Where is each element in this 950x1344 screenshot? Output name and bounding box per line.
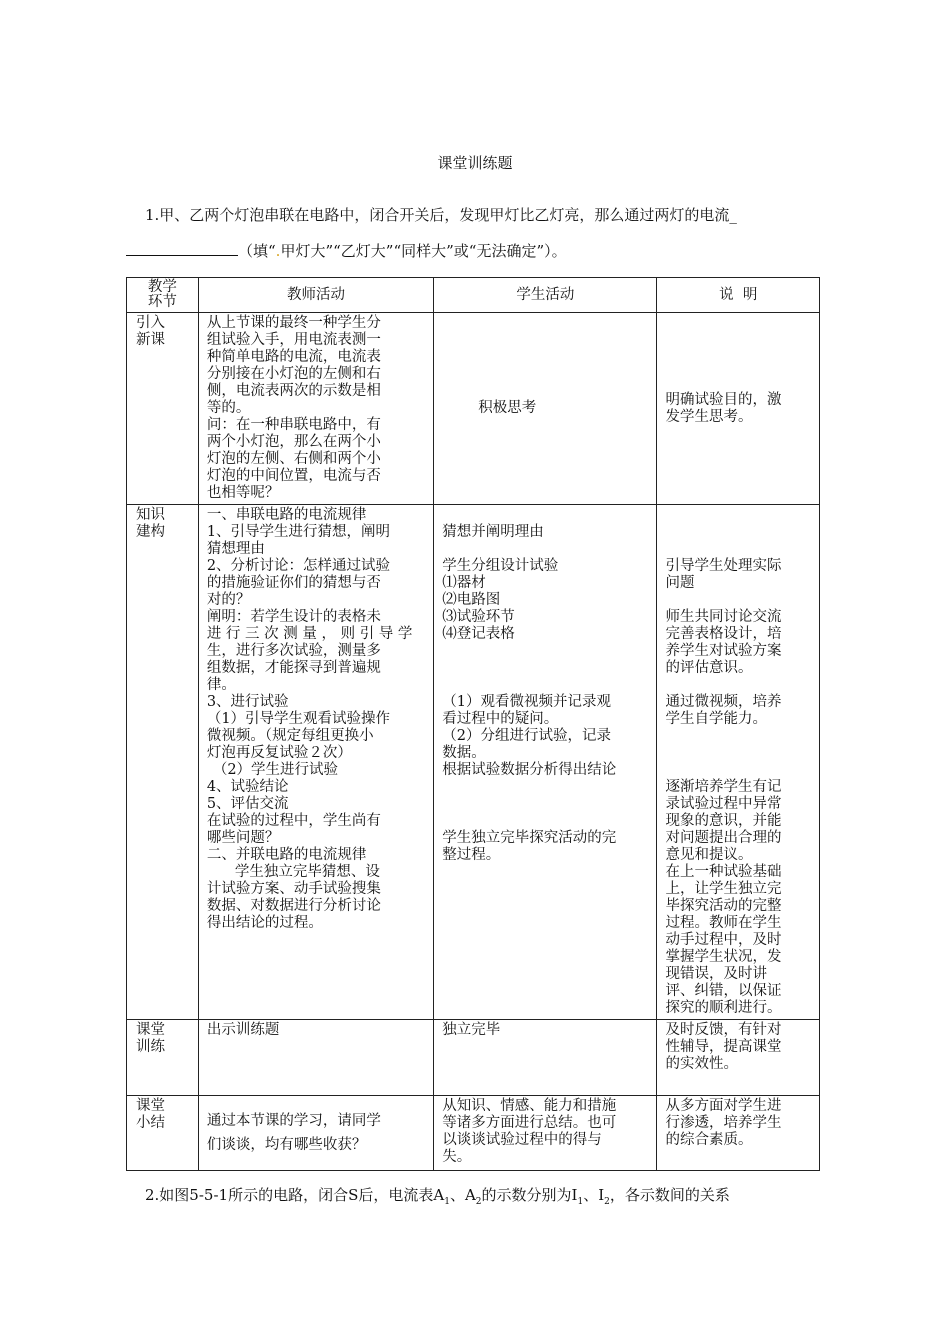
teacher-cell: 通过本节课的学习，请同学 们谈谈，均有哪些收获？	[198, 1096, 433, 1171]
header-note: 说 明	[657, 278, 820, 313]
question-1-options: 甲灯大”“乙灯大”“同样大”或“无法确定”）。	[280, 242, 567, 260]
teacher-cell: 从上节课的最终一种学生分 组试验入手，用电流表测一 种简单电路的电流，电流表 分别接在小灯泡的左侧和右 侧，电流表两次的示数是相 等的。 问：在一种串联电路中，有 两个小灯泡，那么在两个小 灯泡的左侧、右侧和两个小 灯泡的中间位置，电流与否 也相等呢？	[198, 313, 433, 505]
student-cell: 独立完毕	[434, 1020, 657, 1096]
table-row	[127, 1096, 820, 1171]
note-cell: 及时反馈，有针对 性辅导，提高课堂 的实效性。	[657, 1020, 820, 1096]
note-cell: 明确试验目的，激 发学生思考。	[657, 313, 820, 505]
table-header-row	[127, 278, 820, 313]
header-student: 学生活动	[434, 278, 657, 313]
table-row	[127, 313, 820, 505]
header-teacher: 教师活动	[198, 278, 433, 313]
dot-mark-icon: .	[275, 242, 281, 260]
question-1-line-2	[126, 240, 567, 261]
answer-blank	[126, 241, 238, 256]
note-cell: 从多方面对学生进 行渗透，培养学生 的综合素质。	[657, 1096, 820, 1171]
note-cell: 引导学生处理实际 问题 师生共同讨论交流 完善表格设计，培 养学生对试验方案 的评估意识。 通过微视频，培养 学生自学能力。 逐渐培养学生有记 录试验过程中异常 现象的意识，并能 对问题提出合理的 意见和提议。 在上一种试验基础 上，让学生独立完 毕探究活动的完整 过程。教师在学生 动手过程中，及时 掌握学生状况，发 现错误，及时讲 评、纠错，以保证 探究的顺利进行。	[657, 505, 820, 1020]
question-2: 2.如图5-5-1所示的电路，闭合S后，电流表$A_1$、$A_2$的示数分别为$I_1$、$I_2$，各示数间的关系	[145, 1186, 730, 1207]
question-1-text: 1.甲、乙两个灯泡串联在电路中，闭合开关后，发现甲灯比乙灯亮，那么通过两灯的电流_	[145, 206, 737, 224]
teacher-cell: 一、串联电路的电流规律 1、引导学生进行猜想，阐明 猜想理由 2、分析讨论：怎样通过试验 的措施验证你们的猜想与否 对的？ 阐明：若学生设计的表格未 进 行 三 次 测 量 ， 则 引 导 学 生，进行多次试验，测量多 组数据，才能探寻到普遍规 律。 3、进行试验 （1）引导学生观看试验操作 微视频。（规定每组更换小 灯泡再反复试验２次） （2）学生进行试验 4、试验结论 5、评估交流 在试验的过程中，学生尚有 哪些问题？ 二、并联电路的电流规律 学生独立完毕猜想、设 计试验方案、动手试验搜集 数据、对数据进行分析讨论 得出结论的过程。	[198, 505, 433, 1020]
stage-cell: 引入 新课	[127, 313, 199, 505]
stage-cell: 课堂 小结	[127, 1096, 199, 1171]
page-title: 课堂训练题	[437, 154, 513, 172]
table-row	[127, 505, 820, 1020]
question-1-options-open: （填“	[238, 242, 276, 260]
student-cell: 从知识、情感、能力和措施 等诸多方面进行总结。也可 以谈谈试验过程中的得与 失。	[434, 1096, 657, 1171]
stage-cell: 课堂 训练	[127, 1020, 199, 1096]
table-row	[127, 1020, 820, 1096]
student-cell: 积极思考	[434, 313, 657, 505]
question-1-line-1	[145, 204, 737, 225]
teacher-cell: 出示训练题	[198, 1020, 433, 1096]
stage-cell: 知识 建构	[127, 505, 199, 1020]
header-stage: 教学 环节	[127, 278, 199, 313]
lesson-table	[126, 277, 820, 1171]
student-cell: 猜想并阐明理由 学生分组设计试验 ⑴器材 ⑵电路图 ⑶试验环节 ⑷登记表格 （1）观看微视频并记录观 看过程中的疑问。 （2）分组进行试验，记录 数据。 根据试验数据分析得出结论 学生独立完毕探究活动的完 整过程。	[434, 505, 657, 1020]
